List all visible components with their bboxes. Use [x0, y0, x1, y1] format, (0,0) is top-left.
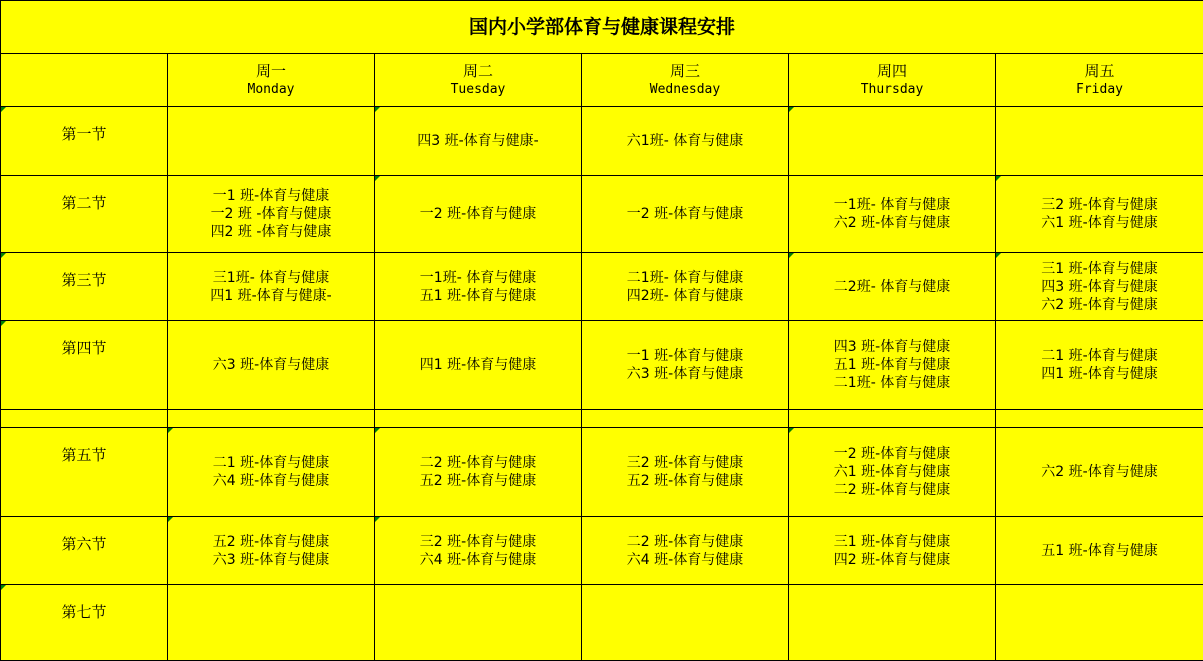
class-cell-thursday[interactable]: [789, 107, 996, 176]
class-cell-thursday[interactable]: [789, 321, 996, 410]
period-label-cell: [1, 517, 168, 585]
class-entry: 三1 班-体育与健康: [1041, 260, 1158, 277]
class-entry: 六2 班-体育与健康: [1041, 464, 1158, 480]
class-entry: 四1 班-体育与健康-: [210, 287, 332, 304]
class-entry: 一2 班-体育与健康: [833, 446, 951, 462]
spacer-cell: [375, 410, 582, 428]
period-row: [1, 517, 1203, 585]
spacer-cell: [168, 410, 375, 428]
period-label: 第一节: [61, 125, 107, 143]
period-label-cell: [1, 176, 168, 253]
day-cn: 周二: [462, 62, 493, 80]
class-entry: 一2 班-体育与健康: [626, 206, 744, 222]
period-label: 第三节: [61, 271, 107, 289]
class-cell-tuesday[interactable]: [375, 176, 582, 253]
class-entry: 六4 班-体育与健康: [626, 551, 744, 568]
class-cell-thursday[interactable]: [789, 517, 996, 585]
class-cell-friday[interactable]: [996, 585, 1203, 661]
spacer-cell: [789, 410, 996, 428]
class-entry: 六1 班-体育与健康: [833, 464, 951, 480]
class-entry: 五2 班-体育与健康: [626, 473, 744, 489]
day-cn: 周四: [876, 62, 907, 80]
class-entry: 四3 班-体育与健康: [1041, 278, 1158, 295]
period-row: [1, 428, 1203, 517]
period-row: [1, 176, 1203, 253]
class-cell-monday[interactable]: [168, 428, 375, 517]
day-en: Thursday: [860, 82, 924, 97]
class-cell-thursday[interactable]: [789, 585, 996, 661]
class-entry: 四1 班-体育与健康: [419, 357, 537, 373]
class-entry: 四2 班-体育与健康: [833, 551, 951, 568]
class-cell-friday[interactable]: [996, 428, 1203, 517]
header-thursday: [789, 54, 996, 107]
class-entry: 二2班- 体育与健康: [833, 278, 951, 295]
class-cell-friday[interactable]: [996, 176, 1203, 253]
class-cell-wednesday[interactable]: [582, 321, 789, 410]
class-entry: 四1 班-体育与健康: [1041, 366, 1158, 382]
class-cell-tuesday[interactable]: [375, 321, 582, 410]
class-cell-thursday[interactable]: [789, 176, 996, 253]
class-entry: 五1 班-体育与健康: [419, 287, 537, 304]
class-entry: 三2 班-体育与健康: [1041, 197, 1158, 213]
period-row: [1, 585, 1203, 661]
header-monday: [168, 54, 375, 107]
class-entry: 四2班- 体育与健康: [626, 287, 744, 304]
period-label-cell: [1, 253, 168, 321]
class-cell-monday[interactable]: [168, 176, 375, 253]
class-entry: 五2 班-体育与健康: [212, 533, 330, 550]
period-label: 第二节: [61, 194, 107, 212]
spacer-cell: [1, 410, 168, 428]
class-entry: 二2 班-体育与健康: [626, 533, 744, 550]
class-entry: 三2 班-体育与健康: [626, 455, 744, 471]
class-entry: 六1 班-体育与健康: [1041, 215, 1158, 231]
class-cell-tuesday[interactable]: [375, 107, 582, 176]
class-entry: 六2 班-体育与健康: [1041, 296, 1158, 313]
day-cn: 周五: [1084, 62, 1115, 80]
class-entry: 四3 班-体育与健康: [833, 339, 951, 355]
class-entry: 一2 班 -体育与健康: [210, 206, 332, 222]
class-entry: 六4 班-体育与健康: [419, 551, 537, 568]
class-cell-friday[interactable]: [996, 321, 1203, 410]
class-entry: 六4 班-体育与健康: [212, 473, 330, 489]
header-friday: [996, 54, 1203, 107]
class-entry: 六3 班-体育与健康: [626, 366, 744, 382]
spacer-row: [1, 410, 1203, 428]
class-cell-wednesday[interactable]: [582, 517, 789, 585]
class-entry: 三1 班-体育与健康: [833, 533, 951, 550]
class-cell-tuesday[interactable]: [375, 585, 582, 661]
spacer-cell: [996, 410, 1203, 428]
class-entry: 六1班- 体育与健康: [626, 133, 744, 149]
class-entry: 一1 班-体育与健康: [626, 348, 744, 364]
class-cell-tuesday[interactable]: [375, 517, 582, 585]
class-entry: 三2 班-体育与健康: [419, 533, 537, 550]
class-entry: 二1 班-体育与健康: [1041, 348, 1158, 364]
class-entry: 二1班- 体育与健康: [833, 375, 951, 391]
day-en: Friday: [1076, 82, 1123, 97]
class-cell-wednesday[interactable]: [582, 176, 789, 253]
header-row: [1, 54, 1203, 107]
class-cell-monday[interactable]: [168, 585, 375, 661]
class-entry: 一1 班-体育与健康: [212, 188, 330, 204]
class-entry: 五1 班-体育与健康: [833, 357, 951, 373]
class-entry: 六3 班-体育与健康: [212, 551, 330, 568]
class-cell-friday[interactable]: [996, 517, 1203, 585]
class-cell-tuesday[interactable]: [375, 428, 582, 517]
day-cn: 周一: [255, 62, 286, 80]
class-entry: 三1班- 体育与健康: [212, 269, 330, 286]
class-cell-thursday[interactable]: [789, 428, 996, 517]
class-cell-wednesday[interactable]: [582, 107, 789, 176]
class-cell-wednesday[interactable]: [582, 253, 789, 321]
header-wednesday: [582, 54, 789, 107]
period-row: [1, 107, 1203, 176]
period-row: [1, 321, 1203, 410]
class-cell-monday[interactable]: [168, 321, 375, 410]
schedule-title: 国内小学部体育与健康课程安排: [1, 1, 1203, 54]
class-entry: 二2 班-体育与健康: [833, 482, 951, 498]
period-row: [1, 253, 1203, 321]
spacer-cell: [582, 410, 789, 428]
header-tuesday: [375, 54, 582, 107]
day-en: Monday: [247, 82, 295, 97]
period-label: 第六节: [61, 535, 107, 553]
period-label-cell: [1, 428, 168, 517]
period-label-cell: [1, 585, 168, 661]
class-entry: 五1 班-体育与健康: [1041, 542, 1158, 559]
period-label-cell: [1, 107, 168, 176]
class-entry: 二1 班-体育与健康: [212, 455, 330, 471]
class-entry: 二1班- 体育与健康: [626, 269, 744, 286]
class-cell-monday[interactable]: [168, 253, 375, 321]
class-cell-monday[interactable]: [168, 107, 375, 176]
period-label-cell: [1, 321, 168, 410]
day-en: Wednesday: [649, 82, 721, 97]
class-cell-tuesday[interactable]: [375, 253, 582, 321]
day-cn: 周三: [669, 62, 700, 80]
class-entry: 一1班- 体育与健康: [419, 269, 537, 286]
day-en: Tuesday: [450, 82, 506, 97]
class-entry: 四2 班 -体育与健康: [210, 224, 332, 240]
class-entry: 四3 班-体育与健康-: [417, 133, 539, 149]
class-cell-friday[interactable]: [996, 253, 1203, 321]
class-entry: 六3 班-体育与健康: [212, 357, 330, 373]
class-entry: 六2 班-体育与健康: [833, 215, 951, 231]
period-label: 第四节: [61, 339, 107, 357]
class-cell-friday[interactable]: [996, 107, 1203, 176]
header-corner: [1, 54, 168, 107]
class-entry: 五2 班-体育与健康: [419, 473, 537, 489]
period-label: 第五节: [61, 446, 107, 464]
class-cell-monday[interactable]: [168, 517, 375, 585]
class-cell-thursday[interactable]: [789, 253, 996, 321]
period-label: 第七节: [61, 603, 107, 621]
class-entry: 一2 班-体育与健康: [419, 206, 537, 222]
class-entry: 一1班- 体育与健康: [833, 197, 951, 213]
class-entry: 二2 班-体育与健康: [419, 455, 537, 471]
class-cell-wednesday[interactable]: [582, 585, 789, 661]
class-cell-wednesday[interactable]: [582, 428, 789, 517]
